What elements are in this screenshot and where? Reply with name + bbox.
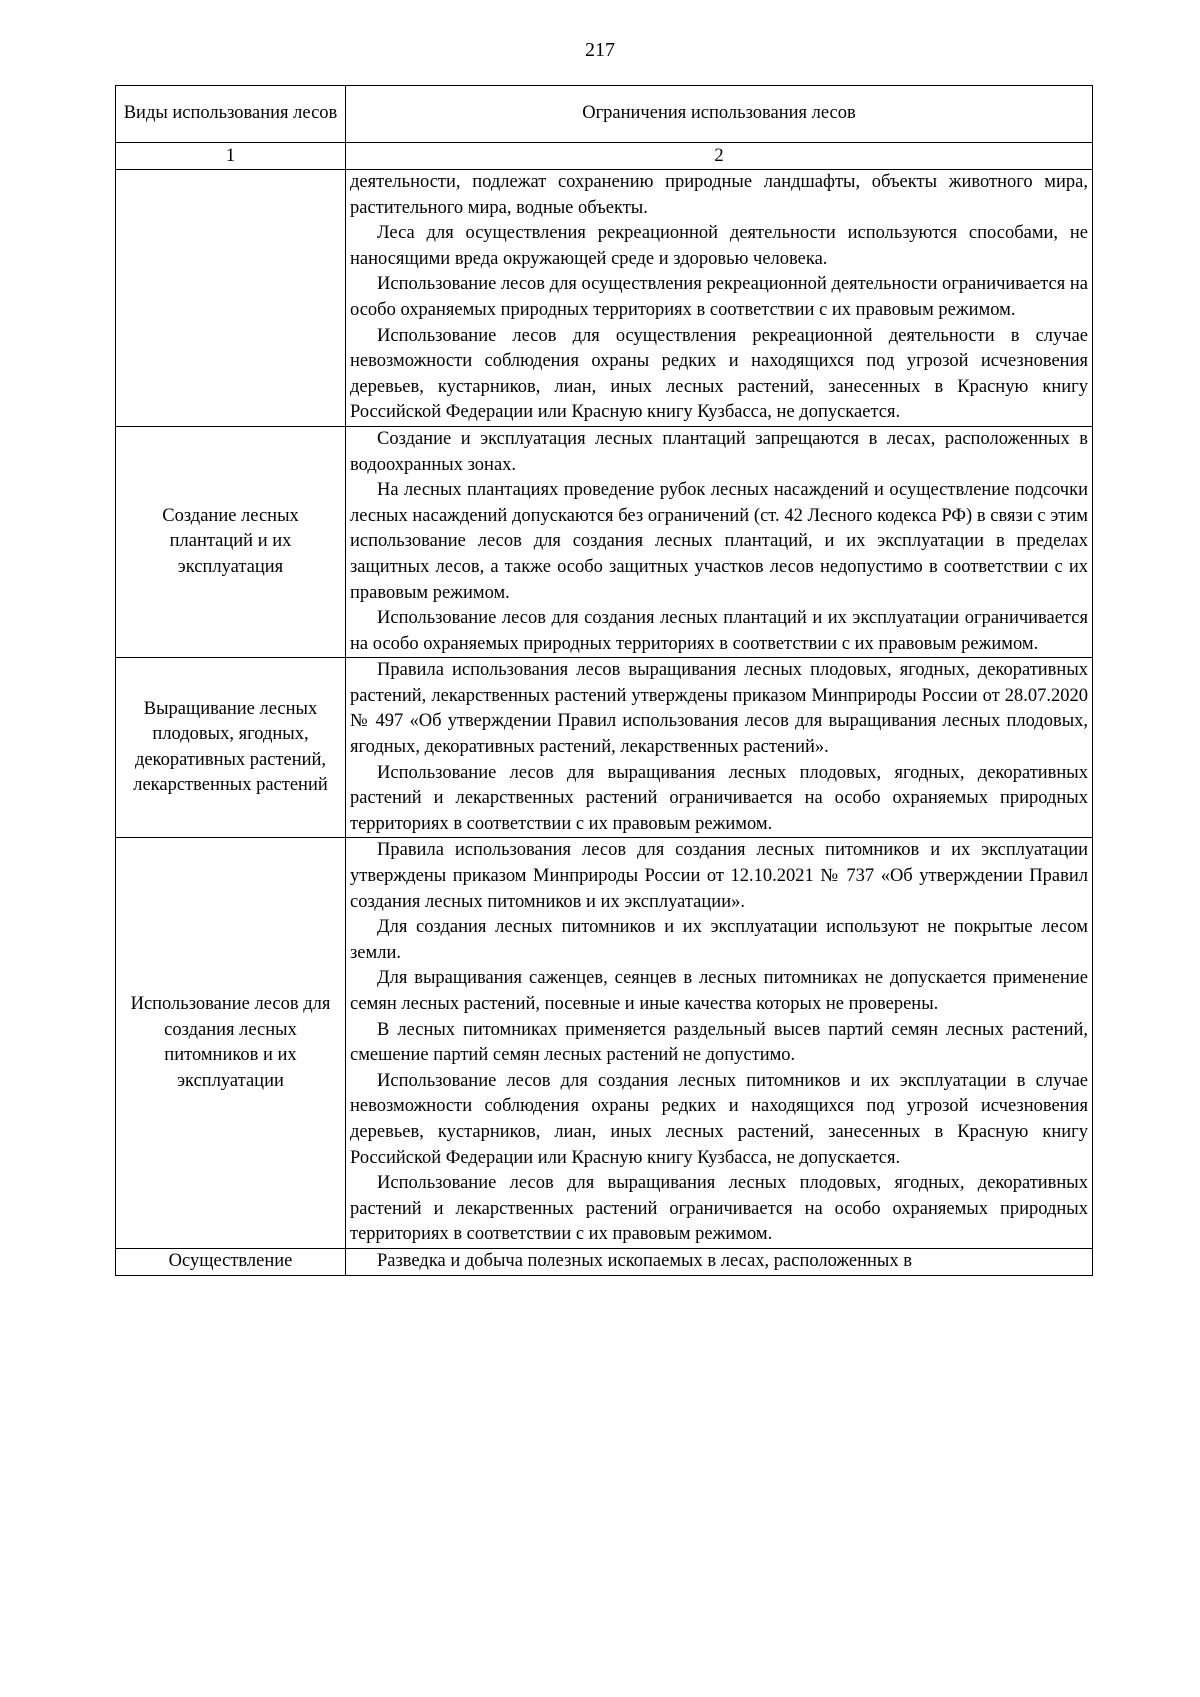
restrictions-cell xyxy=(346,658,1093,838)
restrictions-cell xyxy=(346,838,1093,1249)
usage-type-cell xyxy=(116,170,346,427)
restrictions-cell xyxy=(346,1248,1093,1275)
page-number: 217 xyxy=(585,39,615,61)
restrictions-cell xyxy=(346,170,1093,427)
usage-type-cell: Выращивание лесных плодовых, ягодных, декоративных растений, лекарственных растений xyxy=(116,658,346,838)
usage-type-cell: Осуществление xyxy=(116,1248,346,1275)
restrictions-cell xyxy=(346,426,1093,657)
usage-type-cell: Использование лесов для создания лесных питомников и их эксплуатации xyxy=(116,838,346,1249)
column-number-1: 1 xyxy=(116,143,346,170)
paragraph: Для создания лесных питомников и их эксплуатации используют не покрытые лесом земли. xyxy=(350,917,1088,963)
paragraph: Правила использования лесов для создания лесных питомников и их эксплуатации утверждены приказом Минприроды России от 12.10.2021 № 737 «Об утверждении Правил создания лесных питомников и их эксплуатации». xyxy=(350,840,1088,912)
paragraph: Использование лесов для выращивания лесных плодовых, ягодных, декоративных растений и лекарственных растений ограничивается на особо охраняемых природных территориях в соответствии с их правовым режимом. xyxy=(350,1173,1088,1245)
paragraph: Леса для осуществления рекреационной деятельности используются способами, не наносящими вреда окружающей среде и здоровью человека. xyxy=(350,223,1088,269)
table-row xyxy=(116,426,1093,657)
paragraph: деятельности, подлежат сохранению природные ландшафты, объекты животного мира, растительного мира, водные объекты. xyxy=(350,172,1088,218)
column-number-row xyxy=(116,143,1093,170)
paragraph: Для выращивания саженцев, сеянцев в лесных питомниках не допускается применение семян лесных растений, посевные и иные качества которых не проверены. xyxy=(350,968,1088,1014)
table-row xyxy=(116,838,1093,1249)
table-header-row xyxy=(116,86,1093,143)
header-usage-restrictions: Ограничения использования лесов xyxy=(346,86,1093,143)
paragraph: Разведка и добыча полезных ископаемых в лесах, расположенных в xyxy=(377,1250,912,1271)
table-row xyxy=(116,658,1093,838)
column-number-2: 2 xyxy=(346,143,1093,170)
table-row xyxy=(116,170,1093,427)
paragraph: На лесных плантациях проведение рубок лесных насаждений и осуществление подсочки лесных насаждений допускаются без ограничений (ст. 42 Лесного кодекса РФ) в связи с этим использование лесов для создания лесных плантаций, и их эксплуатации в пределах защитных лесов, а также особо защитных участков лесов недопустимо в соответствии с их правовым режимом. xyxy=(350,480,1088,603)
paragraph: Использование лесов для создания лесных питомников и их эксплуатации в случае невозможности соблюдения охраны редких и находящихся под угрозой исчезновения деревьев, кустарников, лиан, иных лесных растений, занесенных в Красную книгу Российской Федерации или Красную книгу Кузбасса, не допускается. xyxy=(350,1070,1088,1168)
paragraph: Правила использования лесов выращивания лесных плодовых, ягодных, декоративных растений, лекарственных растений утверждены приказом Минприроды России от 28.07.2020 № 497 «Об утверждении Правил использования лесов для выращивания лесных плодовых, ягодных, декоративных растений, лекарственных растений». xyxy=(350,660,1088,758)
table-row xyxy=(116,1248,1093,1275)
paragraph: Использование лесов для осуществления рекреационной деятельности в случае невозможности соблюдения охраны редких и находящихся под угрозой исчезновения деревьев, кустарников, лиан, иных лесных растений, занесенных в Красную книгу Российской Федерации или Красную книгу Кузбасса, не допускается. xyxy=(350,325,1088,423)
usage-type-cell: Создание лесных плантаций и их эксплуатация xyxy=(116,426,346,657)
header-usage-types: Виды использования лесов xyxy=(116,86,346,143)
restrictions-table xyxy=(115,85,1093,1276)
paragraph: Создание и эксплуатация лесных плантаций запрещаются в лесах, расположенных в водоохранных зонах. xyxy=(350,428,1088,475)
paragraph: Использование лесов для осуществления рекреационной деятельности ограничивается на особо охраняемых природных территориях в соответствии с их правовым режимом. xyxy=(350,274,1088,320)
paragraph: В лесных питомниках применяется раздельный высев партий семян лесных растений, смешение партий семян лесных растений не допустимо. xyxy=(350,1019,1088,1066)
paragraph: Использование лесов для создания лесных плантаций и их эксплуатации ограничивается на особо охраняемых природных территориях в соответствии с их правовым режимом. xyxy=(350,608,1088,654)
paragraph: Использование лесов для выращивания лесных плодовых, ягодных, декоративных растений и лекарственных растений ограничивается на особо охраняемых природных территориях в соответствии с их правовым режимом. xyxy=(350,762,1088,834)
